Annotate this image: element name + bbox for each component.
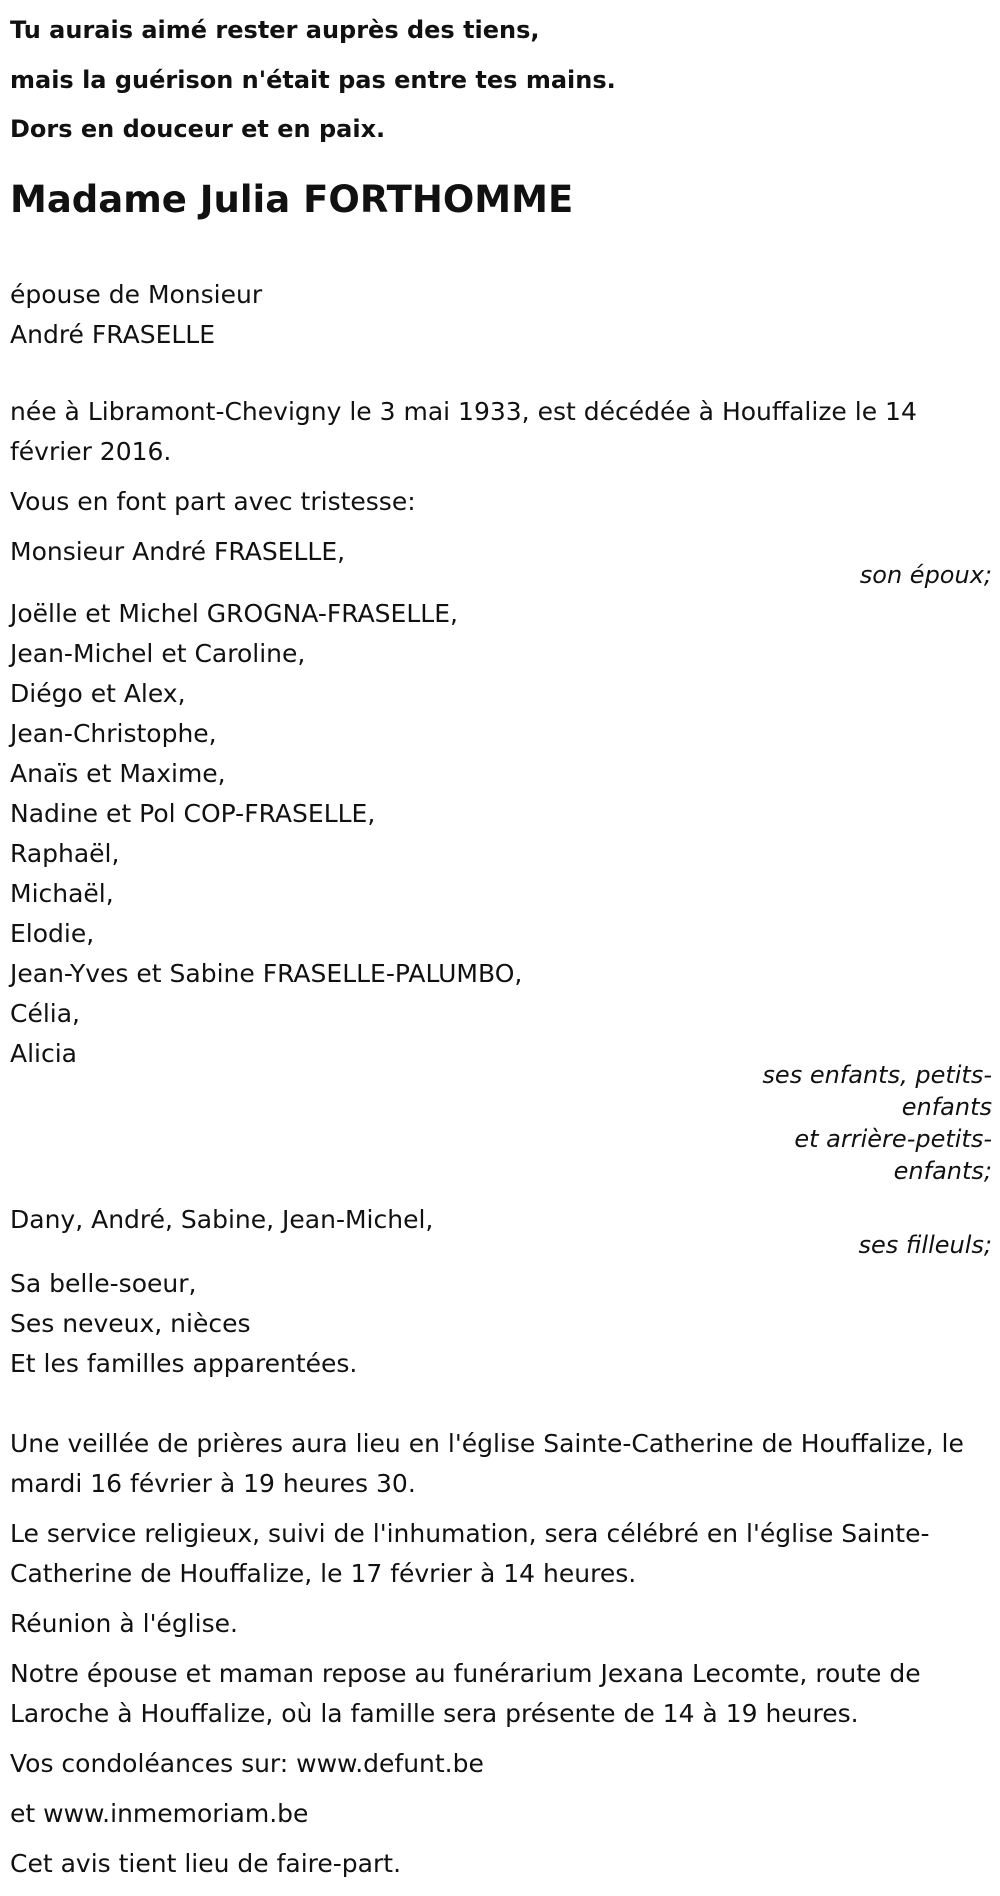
list-item: Raphaël, (10, 839, 120, 868)
opening-poem (10, 6, 970, 155)
list-item: Michaël, (10, 879, 114, 908)
family-line: Et les familles apparentées. (10, 1349, 358, 1378)
condolences-line: et www.inmemoriam.be (10, 1799, 309, 1828)
announcement-intro-text: Vous en font part avec tristesse: (10, 487, 416, 516)
vigil-text: Une veillée de prières aura lieu en l'église Sainte-Catherine de Houffalize, le mardi 16 février à 19 heures 30. (10, 1429, 964, 1498)
family-line: Ses neveux, nièces (10, 1309, 251, 1338)
husband-relation: son époux; (859, 561, 992, 589)
poem-line: Dors en douceur et en paix. (10, 115, 386, 143)
list-item: Jean-Christophe, (10, 719, 217, 748)
meeting-section (10, 1604, 990, 1644)
poem-line: Tu aurais aimé rester auprès des tiens, (10, 16, 540, 44)
spouse-line: épouse de Monsieur (10, 280, 263, 309)
service-text: Le service religieux, suivi de l'inhumation, sera célébré en l'église Sainte-Catherine de Houffalize, le 17 février à 14 heures. (10, 1519, 930, 1588)
list-item: Elodie, (10, 919, 95, 948)
spouse-section (10, 275, 990, 355)
list-item: Alicia (10, 1039, 78, 1068)
list-item: Diégo et Alex, (10, 679, 186, 708)
condolences-line: Vos condoléances sur: www.defunt.be (10, 1749, 484, 1778)
meeting-text: Réunion à l'église. (10, 1609, 238, 1638)
children-section (10, 594, 990, 1074)
funerarium-text: Notre épouse et maman repose au funérarium Jexana Lecomte, route de Laroche à Houffalize, où la famille sera présente de 14 à 19 heures. (10, 1659, 921, 1728)
condolences-section (10, 1744, 990, 1884)
list-item: Joëlle et Michel GROGNA-FRASELLE, (10, 599, 458, 628)
family-section (10, 1264, 990, 1384)
notice-text: Cet avis tient lieu de faire-part. (10, 1849, 402, 1878)
godchildren-names: Dany, André, Sabine, Jean-Michel, (10, 1205, 434, 1234)
list-item: Anaïs et Maxime, (10, 759, 226, 788)
godchildren-relation: ses filleuls; (858, 1231, 992, 1259)
deceased-name: Madame Julia FORTHOMME (10, 178, 574, 221)
birth-death-text: née à Libramont-Chevigny le 3 mai 1933, est décédée à Houffalize le 14 février 2016. (10, 397, 917, 466)
children-relation: ses enfants, petits-enfants et arrière-petits-enfants; (762, 1061, 992, 1185)
poem-line: mais la guérison n'était pas entre tes mains. (10, 65, 616, 94)
list-item: Jean-Michel et Caroline, (10, 639, 306, 668)
husband-names: Monsieur André FRASELLE, (10, 537, 346, 566)
family-line: Sa belle-soeur, (10, 1269, 197, 1298)
spouse-line: André FRASELLE (10, 320, 216, 349)
announcement-intro (10, 482, 990, 522)
list-item: Jean-Yves et Sabine FRASELLE-PALUMBO, (10, 959, 523, 988)
list-item: Célia, (10, 999, 80, 1028)
list-item: Nadine et Pol COP-FRASELLE, (10, 799, 376, 828)
